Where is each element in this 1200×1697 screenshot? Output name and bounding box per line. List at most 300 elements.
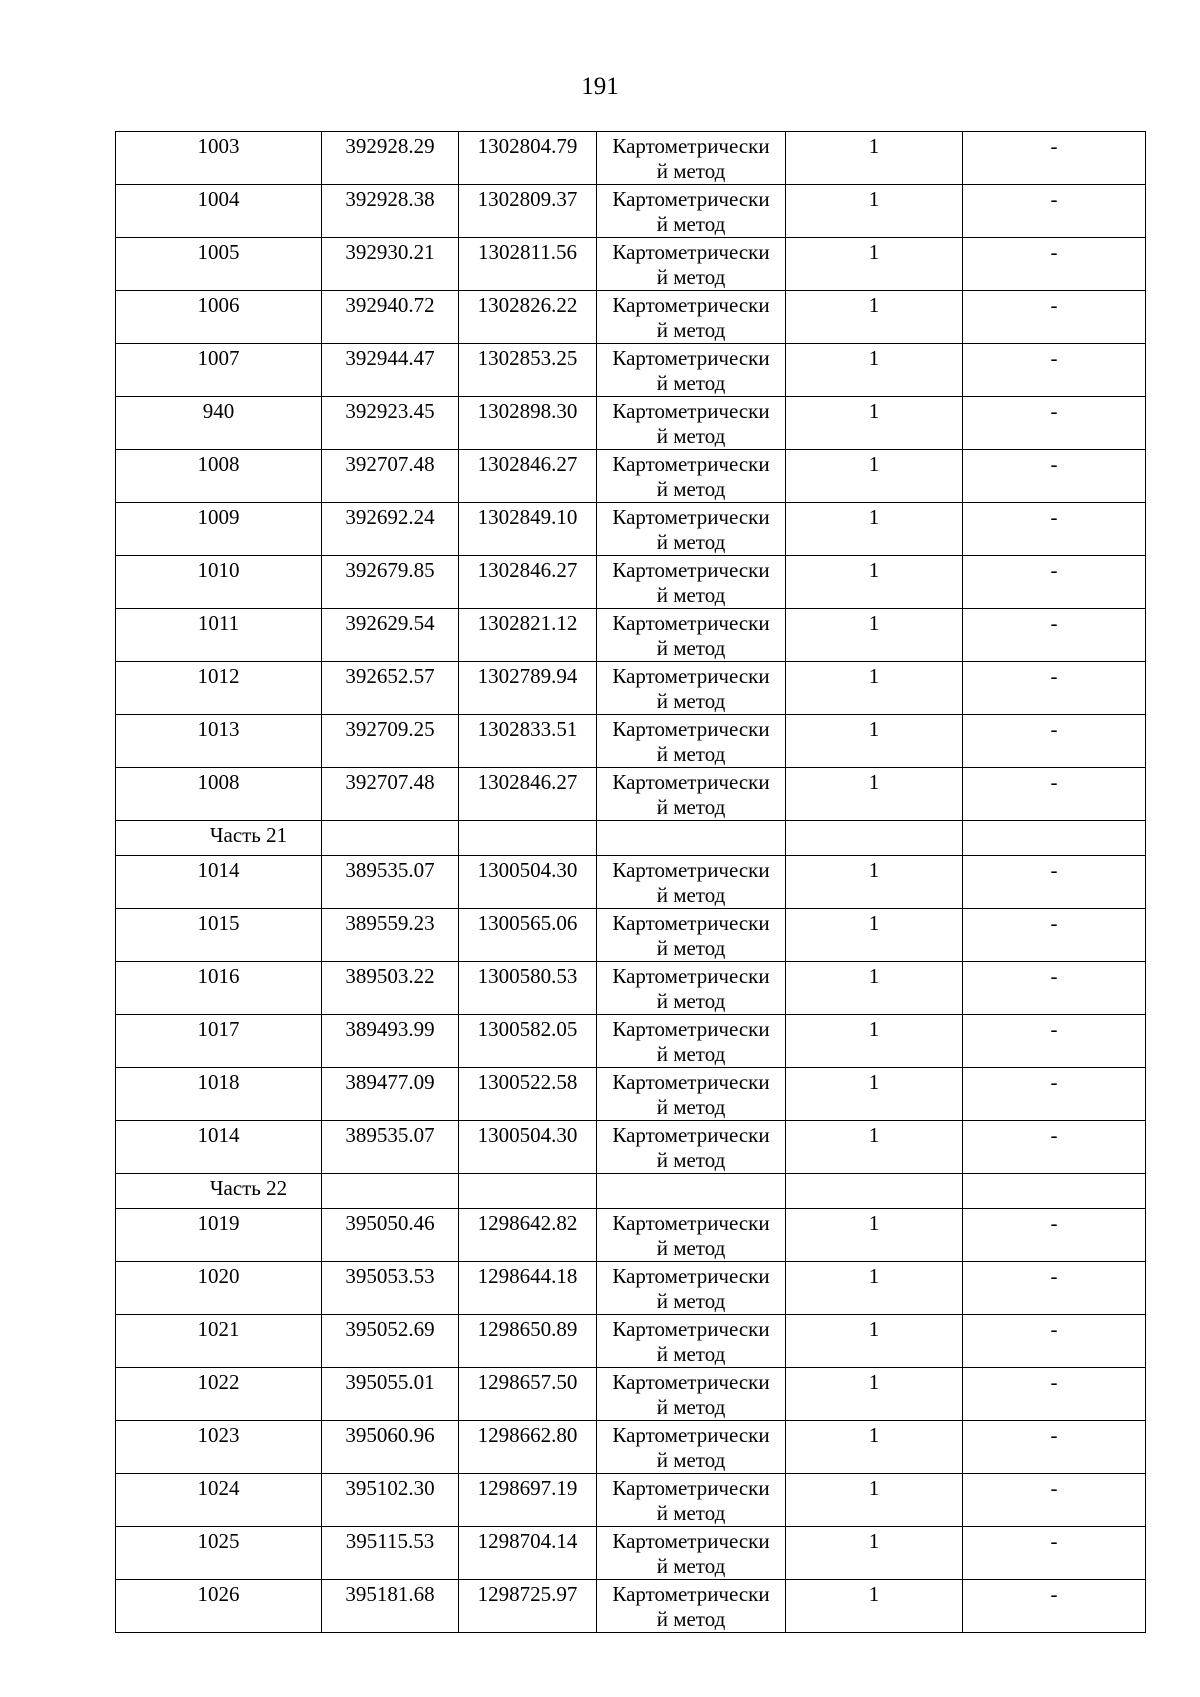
table-row xyxy=(116,1368,1146,1421)
y-coordinate-value: 1302833.51 xyxy=(477,717,578,741)
y-coordinate-value: 1300582.05 xyxy=(477,1017,578,1041)
note-cell xyxy=(963,1580,1146,1633)
note-cell xyxy=(963,503,1146,556)
y-coordinate-value: 1302853.25 xyxy=(477,346,578,370)
x-coordinate-cell xyxy=(322,1209,459,1262)
method-line1: Картометрически xyxy=(612,134,770,158)
note-value: - xyxy=(1050,770,1058,794)
accuracy-cell xyxy=(786,132,963,185)
method-line2: й метод xyxy=(656,530,726,554)
method-line1: Картометрически xyxy=(612,1123,770,1147)
accuracy-value: 1 xyxy=(868,134,880,158)
method-line2: й метод xyxy=(656,1554,726,1578)
accuracy-value: 1 xyxy=(868,1370,880,1394)
x-coordinate-value: 389559.23 xyxy=(345,911,435,935)
table-row xyxy=(116,909,1146,962)
method-line1: Картометрически xyxy=(612,964,770,988)
note-value: - xyxy=(1050,664,1058,688)
x-coordinate-cell xyxy=(322,715,459,768)
method-line2: й метод xyxy=(656,1501,726,1525)
method-line1: Картометрически xyxy=(612,1370,770,1394)
accuracy-cell xyxy=(786,715,963,768)
x-coordinate-cell xyxy=(322,1315,459,1368)
method-line1: Картометрически xyxy=(612,911,770,935)
x-coordinate-cell xyxy=(322,1068,459,1121)
table-row xyxy=(116,1421,1146,1474)
accuracy-cell xyxy=(786,1474,963,1527)
note-value: - xyxy=(1050,452,1058,476)
method-cell xyxy=(597,450,786,503)
note-cell xyxy=(963,1068,1146,1121)
accuracy-cell xyxy=(786,185,963,238)
accuracy-cell xyxy=(786,344,963,397)
table-row xyxy=(116,185,1146,238)
y-coordinate-value: 1302849.10 xyxy=(477,505,578,529)
y-coordinate-value: 1298657.50 xyxy=(477,1370,578,1394)
x-coordinate-cell xyxy=(322,768,459,821)
accuracy-value: 1 xyxy=(868,1582,880,1606)
method-line1: Картометрически xyxy=(612,1423,770,1447)
method-cell xyxy=(597,397,786,450)
point-id-cell xyxy=(116,1421,322,1474)
method-line2: й метод xyxy=(656,1607,726,1631)
method-cell xyxy=(597,1068,786,1121)
method-cell xyxy=(597,1209,786,1262)
point-id-value: 1005 xyxy=(197,240,240,264)
note-cell xyxy=(963,962,1146,1015)
y-coordinate-value: 1300565.06 xyxy=(477,911,578,935)
method-line2: й метод xyxy=(656,371,726,395)
x-coordinate-value: 389535.07 xyxy=(345,858,435,882)
y-coordinate-value: 1302898.30 xyxy=(477,399,578,423)
method-line2: й метод xyxy=(656,989,726,1013)
point-id-value: 1011 xyxy=(197,611,240,635)
accuracy-value: 1 xyxy=(868,240,880,264)
method-line1: Картометрически xyxy=(612,1264,770,1288)
method-cell xyxy=(597,856,786,909)
note-value: - xyxy=(1050,1264,1058,1288)
point-id-cell xyxy=(116,962,322,1015)
method-line2: й метод xyxy=(656,742,726,766)
x-coordinate-cell xyxy=(322,1421,459,1474)
method-line1: Картометрически xyxy=(612,293,770,317)
note-cell xyxy=(963,1368,1146,1421)
note-cell xyxy=(963,450,1146,503)
table-row xyxy=(116,662,1146,715)
empty-cell xyxy=(597,1174,786,1209)
point-id-value: 1004 xyxy=(197,187,240,211)
accuracy-value: 1 xyxy=(868,452,880,476)
y-coordinate-cell xyxy=(459,1527,597,1580)
x-coordinate-value: 392928.38 xyxy=(345,187,435,211)
method-cell xyxy=(597,344,786,397)
point-id-cell xyxy=(116,1209,322,1262)
note-value: - xyxy=(1050,505,1058,529)
y-coordinate-value: 1302826.22 xyxy=(477,293,578,317)
y-coordinate-cell xyxy=(459,1474,597,1527)
y-coordinate-value: 1302821.12 xyxy=(477,611,578,635)
method-cell xyxy=(597,715,786,768)
method-line1: Картометрически xyxy=(612,1070,770,1094)
accuracy-cell xyxy=(786,1527,963,1580)
point-id-cell xyxy=(116,856,322,909)
accuracy-cell xyxy=(786,556,963,609)
point-id-cell xyxy=(116,1262,322,1315)
accuracy-value: 1 xyxy=(868,911,880,935)
point-id-cell xyxy=(116,909,322,962)
point-id-cell xyxy=(116,238,322,291)
note-cell xyxy=(963,856,1146,909)
note-value: - xyxy=(1050,611,1058,635)
y-coordinate-cell xyxy=(459,715,597,768)
x-coordinate-value: 395050.46 xyxy=(345,1211,435,1235)
y-coordinate-value: 1302809.37 xyxy=(477,187,578,211)
point-id-cell xyxy=(116,1015,322,1068)
note-value: - xyxy=(1050,1123,1058,1147)
note-cell xyxy=(963,344,1146,397)
note-value: - xyxy=(1050,1070,1058,1094)
accuracy-cell xyxy=(786,291,963,344)
section-row xyxy=(116,821,1146,856)
note-value: - xyxy=(1050,1017,1058,1041)
table-row xyxy=(116,609,1146,662)
accuracy-cell xyxy=(786,450,963,503)
y-coordinate-cell xyxy=(459,1121,597,1174)
method-cell xyxy=(597,662,786,715)
y-coordinate-cell xyxy=(459,397,597,450)
method-line2: й метод xyxy=(656,1448,726,1472)
coordinates-table xyxy=(115,131,1146,1633)
table-row xyxy=(116,556,1146,609)
accuracy-cell xyxy=(786,397,963,450)
accuracy-cell xyxy=(786,1580,963,1633)
x-coordinate-cell xyxy=(322,291,459,344)
method-line2: й метод xyxy=(656,1395,726,1419)
page-number: 191 xyxy=(581,73,619,100)
point-id-value: 1008 xyxy=(197,452,240,476)
x-coordinate-cell xyxy=(322,1580,459,1633)
note-value: - xyxy=(1050,1529,1058,1553)
accuracy-value: 1 xyxy=(868,1211,880,1235)
note-value: - xyxy=(1050,964,1058,988)
method-line1: Картометрически xyxy=(612,1529,770,1553)
table-row xyxy=(116,1315,1146,1368)
table-row xyxy=(116,503,1146,556)
point-id-value: 1022 xyxy=(197,1370,240,1394)
method-line2: й метод xyxy=(656,795,726,819)
note-value: - xyxy=(1050,293,1058,317)
empty-cell xyxy=(459,1174,597,1209)
point-id-cell xyxy=(116,715,322,768)
method-cell xyxy=(597,238,786,291)
accuracy-value: 1 xyxy=(868,1476,880,1500)
point-id-cell xyxy=(116,556,322,609)
note-cell xyxy=(963,609,1146,662)
x-coordinate-cell xyxy=(322,344,459,397)
note-value: - xyxy=(1050,346,1058,370)
accuracy-cell xyxy=(786,662,963,715)
accuracy-value: 1 xyxy=(868,1317,880,1341)
method-line2: й метод xyxy=(656,583,726,607)
point-id-value: 1006 xyxy=(197,293,240,317)
point-id-cell xyxy=(116,1121,322,1174)
point-id-value: 1015 xyxy=(197,911,240,935)
table-row xyxy=(116,1527,1146,1580)
table-row xyxy=(116,450,1146,503)
method-cell xyxy=(597,962,786,1015)
method-cell xyxy=(597,132,786,185)
point-id-cell xyxy=(116,1580,322,1633)
method-cell xyxy=(597,503,786,556)
empty-cell xyxy=(322,821,459,856)
method-line1: Картометрически xyxy=(612,770,770,794)
method-cell xyxy=(597,909,786,962)
y-coordinate-cell xyxy=(459,503,597,556)
note-cell xyxy=(963,1527,1146,1580)
accuracy-cell xyxy=(786,1121,963,1174)
table-row xyxy=(116,1015,1146,1068)
y-coordinate-value: 1298662.80 xyxy=(477,1423,578,1447)
empty-cell xyxy=(963,821,1146,856)
method-line1: Картометрически xyxy=(612,452,770,476)
note-cell xyxy=(963,1209,1146,1262)
method-line1: Картометрически xyxy=(612,611,770,635)
x-coordinate-cell xyxy=(322,962,459,1015)
x-coordinate-value: 392692.24 xyxy=(345,505,435,529)
point-id-cell xyxy=(116,185,322,238)
point-id-cell xyxy=(116,397,322,450)
note-cell xyxy=(963,715,1146,768)
method-line1: Картометрически xyxy=(612,1476,770,1500)
y-coordinate-cell xyxy=(459,1368,597,1421)
method-cell xyxy=(597,1262,786,1315)
method-cell xyxy=(597,609,786,662)
y-coordinate-value: 1302846.27 xyxy=(477,452,578,476)
table-row xyxy=(116,1209,1146,1262)
x-coordinate-value: 392679.85 xyxy=(345,558,435,582)
y-coordinate-cell xyxy=(459,1209,597,1262)
x-coordinate-cell xyxy=(322,1368,459,1421)
table-row xyxy=(116,1262,1146,1315)
method-line2: й метод xyxy=(656,477,726,501)
point-id-cell xyxy=(116,662,322,715)
note-value: - xyxy=(1050,134,1058,158)
note-cell xyxy=(963,1421,1146,1474)
method-line2: й метод xyxy=(656,212,726,236)
section-label: Часть 21 xyxy=(209,823,288,847)
table-row xyxy=(116,768,1146,821)
note-value: - xyxy=(1050,399,1058,423)
accuracy-cell xyxy=(786,1209,963,1262)
x-coordinate-cell xyxy=(322,238,459,291)
method-line1: Картометрически xyxy=(612,858,770,882)
point-id-value: 1017 xyxy=(197,1017,240,1041)
method-cell xyxy=(597,291,786,344)
point-id-cell xyxy=(116,1315,322,1368)
method-line2: й метод xyxy=(656,318,726,342)
table-row xyxy=(116,238,1146,291)
y-coordinate-cell xyxy=(459,962,597,1015)
method-line2: й метод xyxy=(656,1342,726,1366)
method-line2: й метод xyxy=(656,424,726,448)
x-coordinate-cell xyxy=(322,909,459,962)
point-id-cell xyxy=(116,132,322,185)
accuracy-value: 1 xyxy=(868,858,880,882)
table-row xyxy=(116,397,1146,450)
method-cell xyxy=(597,1015,786,1068)
point-id-value: 940 xyxy=(202,399,235,423)
y-coordinate-cell xyxy=(459,1315,597,1368)
note-cell xyxy=(963,238,1146,291)
x-coordinate-value: 392940.72 xyxy=(345,293,435,317)
point-id-value: 1012 xyxy=(197,664,240,688)
x-coordinate-cell xyxy=(322,1262,459,1315)
y-coordinate-cell xyxy=(459,856,597,909)
y-coordinate-cell xyxy=(459,132,597,185)
x-coordinate-cell xyxy=(322,609,459,662)
method-line2: й метод xyxy=(656,636,726,660)
method-cell xyxy=(597,768,786,821)
method-cell xyxy=(597,1580,786,1633)
method-line1: Картометрически xyxy=(612,399,770,423)
method-line1: Картометрически xyxy=(612,1211,770,1235)
y-coordinate-cell xyxy=(459,1421,597,1474)
y-coordinate-cell xyxy=(459,1262,597,1315)
method-cell xyxy=(597,185,786,238)
table-row xyxy=(116,962,1146,1015)
method-line1: Картометрически xyxy=(612,664,770,688)
note-cell xyxy=(963,397,1146,450)
table-row xyxy=(116,1068,1146,1121)
table-row xyxy=(116,291,1146,344)
point-id-value: 1025 xyxy=(197,1529,240,1553)
y-coordinate-value: 1302846.27 xyxy=(477,558,578,582)
method-line1: Картометрически xyxy=(612,1582,770,1606)
accuracy-cell xyxy=(786,1262,963,1315)
point-id-cell xyxy=(116,1474,322,1527)
point-id-value: 1016 xyxy=(197,964,240,988)
y-coordinate-cell xyxy=(459,291,597,344)
point-id-cell xyxy=(116,609,322,662)
accuracy-value: 1 xyxy=(868,1529,880,1553)
accuracy-cell xyxy=(786,1015,963,1068)
note-cell xyxy=(963,768,1146,821)
y-coordinate-value: 1302789.94 xyxy=(477,664,578,688)
accuracy-value: 1 xyxy=(868,611,880,635)
y-coordinate-cell xyxy=(459,185,597,238)
y-coordinate-value: 1300504.30 xyxy=(477,858,578,882)
point-id-value: 1008 xyxy=(197,770,240,794)
accuracy-cell xyxy=(786,856,963,909)
empty-cell xyxy=(786,821,963,856)
accuracy-cell xyxy=(786,1421,963,1474)
note-cell xyxy=(963,1315,1146,1368)
method-line1: Картометрически xyxy=(612,187,770,211)
note-cell xyxy=(963,556,1146,609)
point-id-value: 1020 xyxy=(197,1264,240,1288)
accuracy-cell xyxy=(786,1068,963,1121)
point-id-value: 1014 xyxy=(197,1123,240,1147)
coordinates-table-body xyxy=(116,132,1146,1633)
note-cell xyxy=(963,1015,1146,1068)
x-coordinate-value: 392707.48 xyxy=(345,770,435,794)
note-value: - xyxy=(1050,240,1058,264)
x-coordinate-cell xyxy=(322,397,459,450)
y-coordinate-cell xyxy=(459,768,597,821)
accuracy-cell xyxy=(786,909,963,962)
x-coordinate-value: 389477.09 xyxy=(345,1070,435,1094)
accuracy-value: 1 xyxy=(868,505,880,529)
accuracy-value: 1 xyxy=(868,770,880,794)
y-coordinate-value: 1298650.89 xyxy=(477,1317,578,1341)
accuracy-value: 1 xyxy=(868,1070,880,1094)
x-coordinate-value: 392707.48 xyxy=(345,452,435,476)
point-id-value: 1019 xyxy=(197,1211,240,1235)
y-coordinate-cell xyxy=(459,344,597,397)
x-coordinate-value: 395053.53 xyxy=(345,1264,435,1288)
method-line2: й метод xyxy=(656,265,726,289)
x-coordinate-cell xyxy=(322,856,459,909)
accuracy-cell xyxy=(786,962,963,1015)
method-line2: й метод xyxy=(656,1148,726,1172)
method-cell xyxy=(597,1368,786,1421)
method-cell xyxy=(597,1421,786,1474)
point-id-cell xyxy=(116,768,322,821)
section-row xyxy=(116,1174,1146,1209)
accuracy-value: 1 xyxy=(868,964,880,988)
x-coordinate-cell xyxy=(322,1474,459,1527)
accuracy-cell xyxy=(786,1315,963,1368)
method-line2: й метод xyxy=(656,1042,726,1066)
y-coordinate-cell xyxy=(459,1068,597,1121)
note-cell xyxy=(963,909,1146,962)
note-value: - xyxy=(1050,1423,1058,1447)
x-coordinate-cell xyxy=(322,185,459,238)
point-id-value: 1013 xyxy=(197,717,240,741)
y-coordinate-value: 1302846.27 xyxy=(477,770,578,794)
y-coordinate-value: 1298642.82 xyxy=(477,1211,578,1235)
section-label-cell xyxy=(116,1174,322,1209)
x-coordinate-value: 395055.01 xyxy=(345,1370,435,1394)
point-id-value: 1010 xyxy=(197,558,240,582)
point-id-cell xyxy=(116,1527,322,1580)
point-id-value: 1023 xyxy=(197,1423,240,1447)
accuracy-value: 1 xyxy=(868,187,880,211)
method-line2: й метод xyxy=(656,1289,726,1313)
x-coordinate-value: 395052.69 xyxy=(345,1317,435,1341)
y-coordinate-cell xyxy=(459,609,597,662)
y-coordinate-cell xyxy=(459,909,597,962)
note-value: - xyxy=(1050,1370,1058,1394)
y-coordinate-value: 1300522.58 xyxy=(477,1070,578,1094)
x-coordinate-value: 389493.99 xyxy=(345,1017,435,1041)
point-id-value: 1026 xyxy=(197,1582,240,1606)
point-id-cell xyxy=(116,344,322,397)
method-line1: Картометрически xyxy=(612,505,770,529)
empty-cell xyxy=(597,821,786,856)
accuracy-value: 1 xyxy=(868,293,880,317)
point-id-value: 1021 xyxy=(197,1317,240,1341)
point-id-value: 1024 xyxy=(197,1476,240,1500)
note-cell xyxy=(963,1121,1146,1174)
method-line1: Картометрически xyxy=(612,240,770,264)
accuracy-value: 1 xyxy=(868,717,880,741)
note-value: - xyxy=(1050,1317,1058,1341)
y-coordinate-value: 1300504.30 xyxy=(477,1123,578,1147)
accuracy-value: 1 xyxy=(868,1423,880,1447)
method-cell xyxy=(597,1474,786,1527)
y-coordinate-value: 1302811.56 xyxy=(478,240,577,264)
